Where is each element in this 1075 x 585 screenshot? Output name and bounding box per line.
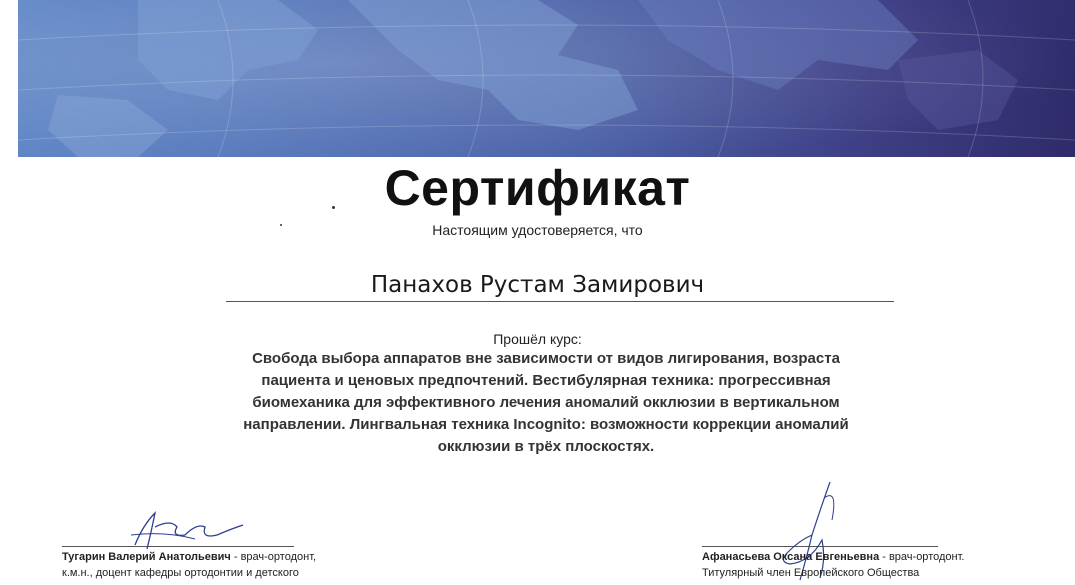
course-line: направлении. Лингвальная техника Incognito: возможности коррекции аномалий xyxy=(243,416,849,433)
course-line: биомеханика для эффективного лечения аномалий окклюзии в вертикальном xyxy=(252,394,840,411)
certificate-subtitle: Настоящим удостоверяется, что xyxy=(432,222,643,238)
signatory-right-role: - врач-ортодонт. xyxy=(879,551,965,563)
certificate-title: Сертификат xyxy=(384,160,691,216)
course-line: пациента и ценовых предпочтений. Вестибулярная техника: прогрессивная xyxy=(261,372,831,389)
signatory-right-title xyxy=(702,549,964,565)
handwritten-signature xyxy=(125,505,255,555)
signatory-left-title xyxy=(62,549,316,565)
course-description xyxy=(212,348,880,458)
course-line: окклюзии в трёх плоскостях. xyxy=(437,438,655,455)
signatory-left-name: Тугарин Валерий Анатольевич xyxy=(62,551,231,563)
world-map-banner xyxy=(18,0,1075,157)
course-label: Прошёл курс: xyxy=(493,331,582,347)
signatory-left-details: к.м.н., доцент кафедры ортодонтии и детского xyxy=(62,567,299,579)
signatory-left xyxy=(62,549,316,581)
course-line: Свобода выбора аппаратов вне зависимости от видов лигирования, возраста xyxy=(252,350,840,367)
recipient-underline xyxy=(226,301,894,302)
signatory-right xyxy=(702,549,964,581)
signatory-left-role: - врач-ортодонт, xyxy=(230,551,317,563)
signatory-right-details: Титулярный член Европейского Общества xyxy=(702,567,920,579)
signatory-right-name: Афанасьева Оксана Евгеньевна xyxy=(702,551,880,563)
world-map-graphic xyxy=(18,0,1075,157)
recipient-name: Панахов Рустам Замирович xyxy=(370,272,705,298)
